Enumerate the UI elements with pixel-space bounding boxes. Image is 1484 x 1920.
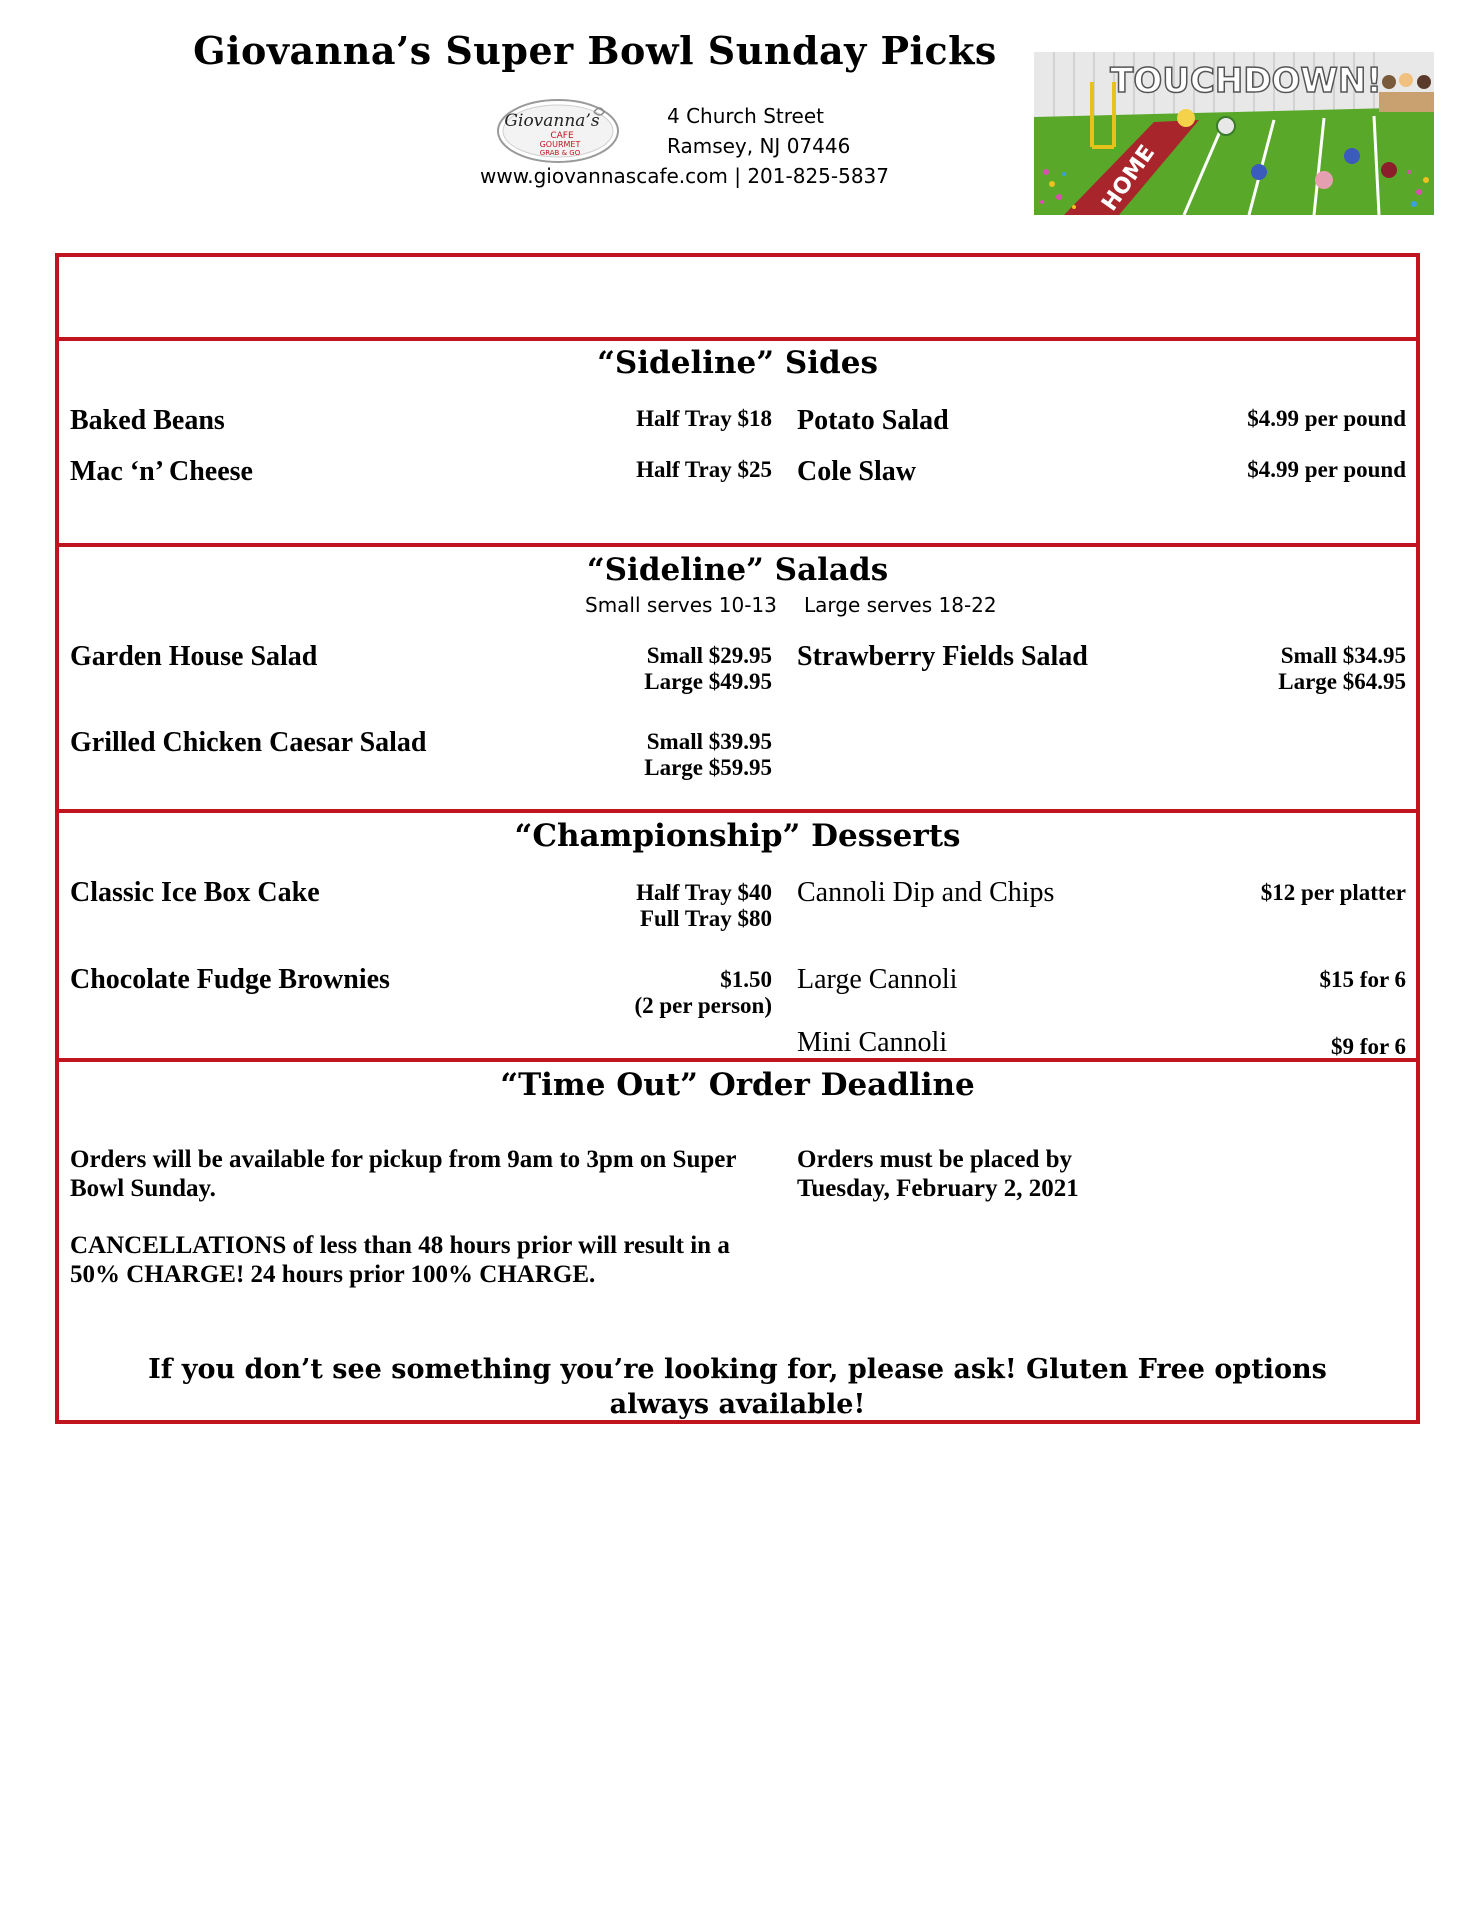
menu-item-price: $12 per platter [1260, 880, 1406, 905]
menu-item-name: Grilled Chicken Caesar Salad [70, 727, 427, 758]
address-city: Ramsey, NJ 07446 [667, 134, 851, 158]
menu-item-price: $4.99 per pound [1247, 406, 1406, 431]
divider [55, 543, 1420, 547]
page-title: Giovanna’s Super Bowl Sunday Picks [193, 28, 997, 73]
sides-title: “Sideline” Sides [597, 345, 878, 381]
salads-title: “Sideline” Salads [586, 552, 889, 588]
menu-item-price: $9 for 6 [1331, 1034, 1406, 1059]
menu-item-price: Small $39.95 Large $59.95 [644, 729, 772, 780]
menu-item-price: Half Tray $18 [636, 406, 772, 431]
banner-home-text: HOME [1097, 140, 1161, 215]
menu-item-name: Classic Ice Box Cake [70, 877, 320, 908]
deadline-title: “Time Out” Order Deadline [500, 1067, 975, 1103]
svg-text:CAFE: CAFE [550, 131, 574, 141]
menu-item-price: Small $34.95 Large $64.95 [1278, 643, 1406, 694]
serves-large: Large serves 18-22 [804, 593, 997, 617]
menu-item-name: Baked Beans [70, 405, 225, 436]
menu-item-price: $1.50 (2 per person) [634, 967, 772, 1018]
logo-name: Giovanna’s [504, 111, 600, 131]
menu-item-price: Half Tray $25 [636, 457, 772, 482]
divider [55, 1058, 1420, 1062]
contact-line: www.giovannascafe.com | 201-825-5837 [480, 164, 890, 188]
touchdown-banner [1034, 52, 1434, 215]
order-by-line2: Tuesday, February 2, 2021 [797, 1175, 1079, 1202]
divider [55, 337, 1420, 341]
svg-text:GOURMET: GOURMET [539, 140, 581, 149]
order-by-line1: Orders must be placed by [797, 1146, 1072, 1173]
menu-item-name: Strawberry Fields Salad [797, 641, 1088, 672]
menu-item-name: Chocolate Fudge Brownies [70, 964, 390, 995]
cancellation-text: CANCELLATIONS of less than 48 hours prior will result in a 50% CHARGE! 24 hours prior 100% CHARGE. [70, 1232, 730, 1288]
svg-text:GRAB & GO: GRAB & GO [539, 149, 581, 157]
menu-item-name: Mini Cannoli [797, 1027, 948, 1058]
menu-item-price: $4.99 per pound [1247, 457, 1406, 482]
divider [55, 809, 1420, 813]
serves-small: Small serves 10-13 [585, 593, 777, 617]
menu-item-price: $15 for 6 [1319, 967, 1406, 992]
banner-title: TOUCHDOWN! [1110, 61, 1382, 101]
address-street: 4 Church Street [667, 104, 824, 128]
menu-item-name: Garden House Salad [70, 641, 318, 672]
menu-item-name: Mac ‘n’ Cheese [70, 456, 253, 487]
cafe-logo [496, 98, 620, 164]
menu-item-name: Cole Slaw [797, 456, 916, 487]
desserts-title: “Championship” Desserts [514, 818, 961, 854]
menu-item-price: Small $29.95 Large $49.95 [644, 643, 772, 694]
pickup-text: Orders will be available for pickup from 9am to 3pm on Super Bowl Sunday. [70, 1146, 737, 1202]
menu-item-name: Potato Salad [797, 405, 949, 436]
menu-item-name: Cannoli Dip and Chips [797, 877, 1055, 908]
menu-item-price: Half Tray $40 Full Tray $80 [636, 880, 772, 931]
footer-note: If you don’t see something you’re looking for, please ask! Gluten Free options always available! [148, 1354, 1327, 1420]
menu-item-name: Large Cannoli [797, 964, 958, 995]
